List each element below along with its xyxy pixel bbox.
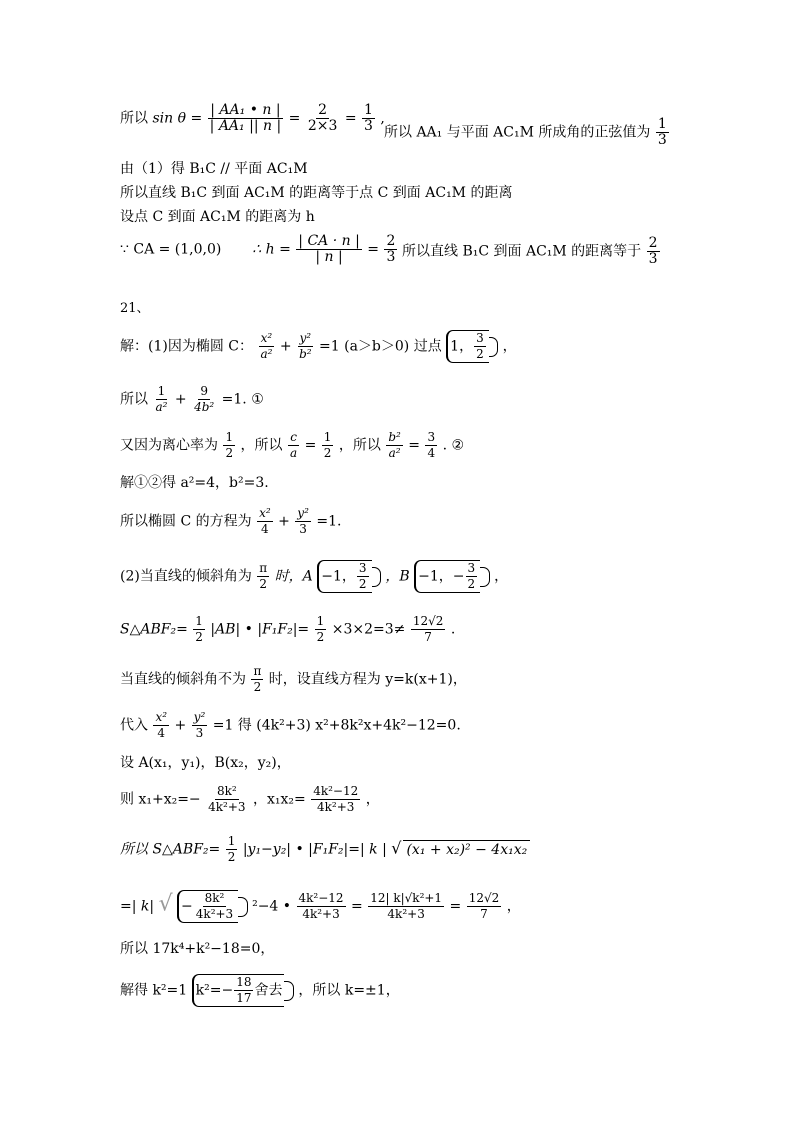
fraction bbox=[206, 784, 247, 815]
numerator: 1 bbox=[227, 834, 236, 848]
line-quartic: 所以 17k⁴+k²−18=0， bbox=[120, 941, 275, 957]
denominator: 2 bbox=[467, 577, 476, 591]
denominator: 2 bbox=[225, 446, 234, 460]
line-ellipse-given bbox=[120, 330, 517, 363]
line-eq1 bbox=[120, 384, 264, 415]
fraction bbox=[257, 506, 273, 537]
fraction bbox=[368, 891, 444, 922]
numerator: | AA₁ • n | bbox=[210, 102, 281, 118]
numerator: 1 bbox=[225, 430, 234, 444]
numerator: x² bbox=[259, 506, 271, 520]
text: 时，设直线方程为 y=k(x+1)， bbox=[268, 671, 467, 688]
text: k²=− bbox=[195, 982, 234, 999]
fraction bbox=[153, 384, 169, 415]
text: =1. bbox=[316, 513, 342, 530]
text: 时，A bbox=[274, 568, 313, 585]
paren-right bbox=[238, 897, 247, 917]
denominator: 2 bbox=[259, 577, 268, 591]
numerator: x² bbox=[155, 710, 168, 724]
fraction bbox=[257, 561, 269, 592]
text: = bbox=[344, 110, 357, 127]
line-solve-ab: 解①②得 a²=4，b²=3. bbox=[120, 475, 269, 491]
point-b bbox=[414, 560, 489, 593]
numerator: 18 bbox=[236, 975, 252, 989]
fraction bbox=[315, 614, 327, 645]
line-solve-k bbox=[120, 974, 400, 1007]
fraction bbox=[296, 234, 362, 265]
denominator: a bbox=[290, 446, 298, 460]
text: sin θ = bbox=[152, 110, 203, 127]
numerator: y² bbox=[299, 331, 312, 345]
denominator: 17 bbox=[236, 991, 252, 1005]
fraction bbox=[288, 430, 299, 461]
line-eccentricity bbox=[120, 430, 464, 461]
fraction bbox=[223, 430, 235, 461]
denominator: 2 bbox=[323, 446, 332, 460]
paren-left bbox=[446, 330, 489, 363]
line-ca-vector bbox=[120, 234, 398, 265]
text: . bbox=[450, 621, 456, 638]
line-area-vertical bbox=[120, 614, 455, 645]
text: = bbox=[304, 437, 317, 454]
fraction bbox=[474, 331, 486, 362]
denominator: 4k²+3 bbox=[302, 907, 340, 921]
numerator: 1 bbox=[195, 614, 203, 628]
denominator: a² bbox=[155, 400, 168, 414]
text: ，B bbox=[385, 568, 410, 585]
numerator: 3 bbox=[358, 561, 367, 575]
text: −1， bbox=[321, 568, 356, 585]
denominator: | AA₁ || n | bbox=[209, 118, 282, 134]
text: 解得 k²=1 bbox=[120, 982, 188, 999]
denominator: 2 bbox=[358, 577, 367, 591]
denominator: 4k²+3 bbox=[195, 907, 234, 921]
fraction bbox=[295, 506, 311, 537]
fraction bbox=[656, 117, 669, 148]
numerator: x² bbox=[260, 331, 273, 345]
fraction bbox=[193, 614, 205, 645]
line-b1c-parallel: 由（1）得 B₁C // 平面 AC₁M bbox=[120, 161, 308, 177]
numerator: b² bbox=[388, 430, 401, 444]
text: −1，− bbox=[418, 568, 465, 585]
text: 所以椭圆 C 的方程为 bbox=[120, 513, 252, 530]
line-sin-theta-conclusion bbox=[384, 117, 670, 148]
text: |AB| • |F₁F₂|= bbox=[210, 621, 310, 638]
fraction bbox=[258, 331, 274, 362]
text: + bbox=[174, 391, 187, 408]
paren-group bbox=[177, 890, 248, 923]
text: ²−4 • bbox=[252, 898, 292, 915]
text: 则 x₁+x₂=− bbox=[120, 791, 201, 808]
text: = bbox=[351, 898, 363, 915]
sqrt-content: (x₁ + x₂)² − 4x₁x₂ bbox=[403, 840, 530, 859]
numerator: 12| k|√k²+1 bbox=[370, 891, 443, 905]
fraction bbox=[208, 103, 284, 134]
denominator: 4 bbox=[261, 522, 269, 536]
numerator: 2 bbox=[648, 235, 658, 251]
paren-left bbox=[177, 890, 238, 923]
line-sin-theta bbox=[120, 103, 385, 134]
denominator: 4 bbox=[157, 726, 166, 740]
text: ，所以 k=±1， bbox=[298, 982, 400, 999]
fraction bbox=[251, 664, 263, 695]
point-paren bbox=[446, 330, 498, 363]
text: =1 得 (4k²+3) x²+8k²x+4k²−12=0. bbox=[212, 717, 461, 734]
text: 解：(1)因为椭圆 C： bbox=[120, 338, 253, 355]
numerator: 1 bbox=[364, 102, 373, 118]
numerator: 1 bbox=[316, 614, 325, 628]
fraction bbox=[647, 236, 660, 267]
denominator: 2 bbox=[316, 630, 325, 644]
denominator: 3 bbox=[195, 726, 204, 740]
fraction bbox=[226, 834, 238, 865]
text: |y₁−y₂| • |F₁F₂|=| k | bbox=[242, 841, 387, 858]
line-nonvertical-case bbox=[120, 664, 467, 695]
line-substitute bbox=[120, 710, 461, 741]
text: =1 (a＞b＞0) 过点 bbox=[319, 338, 442, 355]
fraction bbox=[192, 384, 216, 415]
numerator: 12√2 bbox=[468, 891, 500, 905]
numerator: y² bbox=[193, 710, 206, 724]
numerator: 8k² bbox=[216, 784, 237, 798]
paren-left bbox=[192, 974, 285, 1007]
numerator: 3 bbox=[427, 430, 436, 444]
text: 舍去 bbox=[254, 982, 283, 999]
denominator: 4 bbox=[427, 446, 436, 460]
denominator: 3 bbox=[299, 522, 307, 536]
paren-left bbox=[414, 560, 480, 593]
numerator: 4k²−12 bbox=[298, 891, 344, 905]
numerator: 1 bbox=[157, 384, 166, 398]
fraction bbox=[192, 710, 208, 741]
fraction bbox=[467, 891, 502, 922]
text: 所以直线 B₁C 到面 AC₁M 的距离等于 bbox=[402, 243, 642, 260]
fraction bbox=[362, 103, 375, 134]
paren-left bbox=[317, 560, 371, 593]
line-set-points: 设 A(x₁，y₁)，B(x₂，y₂)， bbox=[120, 755, 291, 771]
paren-right bbox=[372, 567, 381, 587]
fraction bbox=[322, 430, 334, 461]
denominator: 7 bbox=[480, 907, 488, 921]
paren-right bbox=[489, 337, 498, 357]
fraction bbox=[311, 784, 360, 815]
line-distance-equal: 所以直线 B₁C 到面 AC₁M 的距离等于点 C 到面 AC₁M 的距离 bbox=[120, 185, 513, 201]
denominator: 4k²+3 bbox=[317, 800, 355, 814]
text: = bbox=[449, 898, 462, 915]
line-vieta bbox=[120, 784, 380, 815]
text: + bbox=[174, 717, 187, 734]
problem-number: 21、 bbox=[120, 301, 150, 316]
numerator: 4k²−12 bbox=[313, 784, 359, 798]
text: 又因为离心率为 bbox=[120, 437, 218, 454]
text: 所以 S△ABF₂= bbox=[120, 841, 221, 858]
text: ∴ h = bbox=[252, 241, 291, 258]
text: , bbox=[380, 110, 385, 127]
text: 所以 bbox=[120, 391, 148, 408]
denominator: 4k²+3 bbox=[387, 907, 425, 921]
fraction bbox=[466, 561, 478, 592]
denominator: b² bbox=[299, 347, 312, 361]
denominator: 2 bbox=[195, 630, 203, 644]
fraction bbox=[297, 891, 346, 922]
fraction bbox=[384, 234, 397, 265]
fraction bbox=[386, 430, 403, 461]
text: ， bbox=[494, 568, 509, 585]
denominator: | n | bbox=[315, 249, 343, 265]
text: 代入 bbox=[120, 717, 148, 734]
fraction bbox=[153, 710, 169, 741]
line-area-formula bbox=[120, 834, 530, 865]
text: 1， bbox=[450, 338, 474, 355]
denominator: 4k²+3 bbox=[208, 800, 246, 814]
text: ，所以 bbox=[240, 437, 283, 454]
fraction bbox=[357, 561, 369, 592]
text: =| k| bbox=[120, 898, 155, 915]
text: + bbox=[279, 338, 292, 355]
text: = bbox=[367, 241, 379, 258]
text: =1. ① bbox=[221, 391, 264, 408]
denominator: 3 bbox=[657, 132, 667, 148]
text: 所以 AA₁ 与平面 AC₁M 所成角的正弦值为 bbox=[384, 124, 651, 141]
text: ， bbox=[506, 898, 521, 915]
text: . ② bbox=[442, 437, 465, 454]
numerator: 12√2 bbox=[412, 614, 444, 628]
numerator: c bbox=[290, 430, 297, 444]
text: ， bbox=[365, 791, 380, 808]
denominator: 3 bbox=[648, 251, 658, 267]
line-set-h: 设点 C 到面 AC₁M 的距离为 h bbox=[120, 209, 315, 225]
sqrt-icon: √ bbox=[391, 838, 402, 858]
paren-group bbox=[192, 974, 294, 1007]
denominator: a² bbox=[260, 347, 273, 361]
text: + bbox=[278, 513, 290, 530]
fraction bbox=[297, 331, 314, 362]
denominator: 2 bbox=[227, 850, 236, 864]
denominator: 2 bbox=[253, 680, 262, 694]
fraction bbox=[425, 430, 437, 461]
denominator: 2 bbox=[476, 347, 484, 361]
numerator: π bbox=[253, 664, 262, 678]
denominator: 3 bbox=[386, 249, 396, 265]
line-vertical-case bbox=[120, 560, 508, 593]
numerator: 1 bbox=[323, 430, 332, 444]
numerator: 3 bbox=[467, 561, 476, 575]
line-ellipse-equation bbox=[120, 506, 341, 537]
numerator: | CA · n | bbox=[298, 233, 360, 249]
numerator: y² bbox=[297, 506, 309, 520]
text: ∵ CA = (1,0,0) bbox=[120, 241, 222, 258]
point-a bbox=[317, 560, 381, 593]
denominator: 4b² bbox=[194, 400, 215, 414]
text: ，x₁x₂= bbox=[252, 791, 306, 808]
fraction bbox=[306, 103, 340, 134]
fraction bbox=[234, 975, 253, 1006]
denominator: 2×3 bbox=[307, 118, 338, 134]
fraction bbox=[411, 614, 446, 645]
numerator: π bbox=[259, 561, 268, 575]
denominator: a² bbox=[388, 446, 401, 460]
paren-right bbox=[284, 981, 293, 1001]
sqrt-icon: √ bbox=[158, 891, 173, 917]
text: 当直线的倾斜角不为 bbox=[120, 671, 246, 688]
numerator: 9 bbox=[200, 384, 208, 398]
text: − bbox=[181, 898, 193, 915]
text: S△ABF₂= bbox=[120, 621, 188, 638]
numerator: 2 bbox=[318, 102, 328, 118]
denominator: 7 bbox=[424, 630, 432, 644]
numerator: 8k² bbox=[204, 891, 225, 905]
line-distance-result bbox=[402, 236, 661, 267]
numerator: 1 bbox=[657, 116, 667, 132]
text: = bbox=[288, 110, 301, 127]
text: ×3×2=3≠ bbox=[331, 621, 406, 638]
text: ， bbox=[502, 338, 517, 355]
numerator: 3 bbox=[476, 331, 484, 345]
denominator: 3 bbox=[364, 118, 373, 134]
text: 所以 bbox=[120, 110, 148, 127]
paren-right bbox=[480, 567, 489, 587]
text: = bbox=[408, 437, 421, 454]
text: (2)当直线的倾斜角为 bbox=[120, 568, 252, 585]
text: ，所以 bbox=[338, 437, 381, 454]
line-area-expanded bbox=[120, 890, 521, 923]
numerator: 2 bbox=[386, 233, 396, 249]
fraction bbox=[194, 891, 235, 922]
